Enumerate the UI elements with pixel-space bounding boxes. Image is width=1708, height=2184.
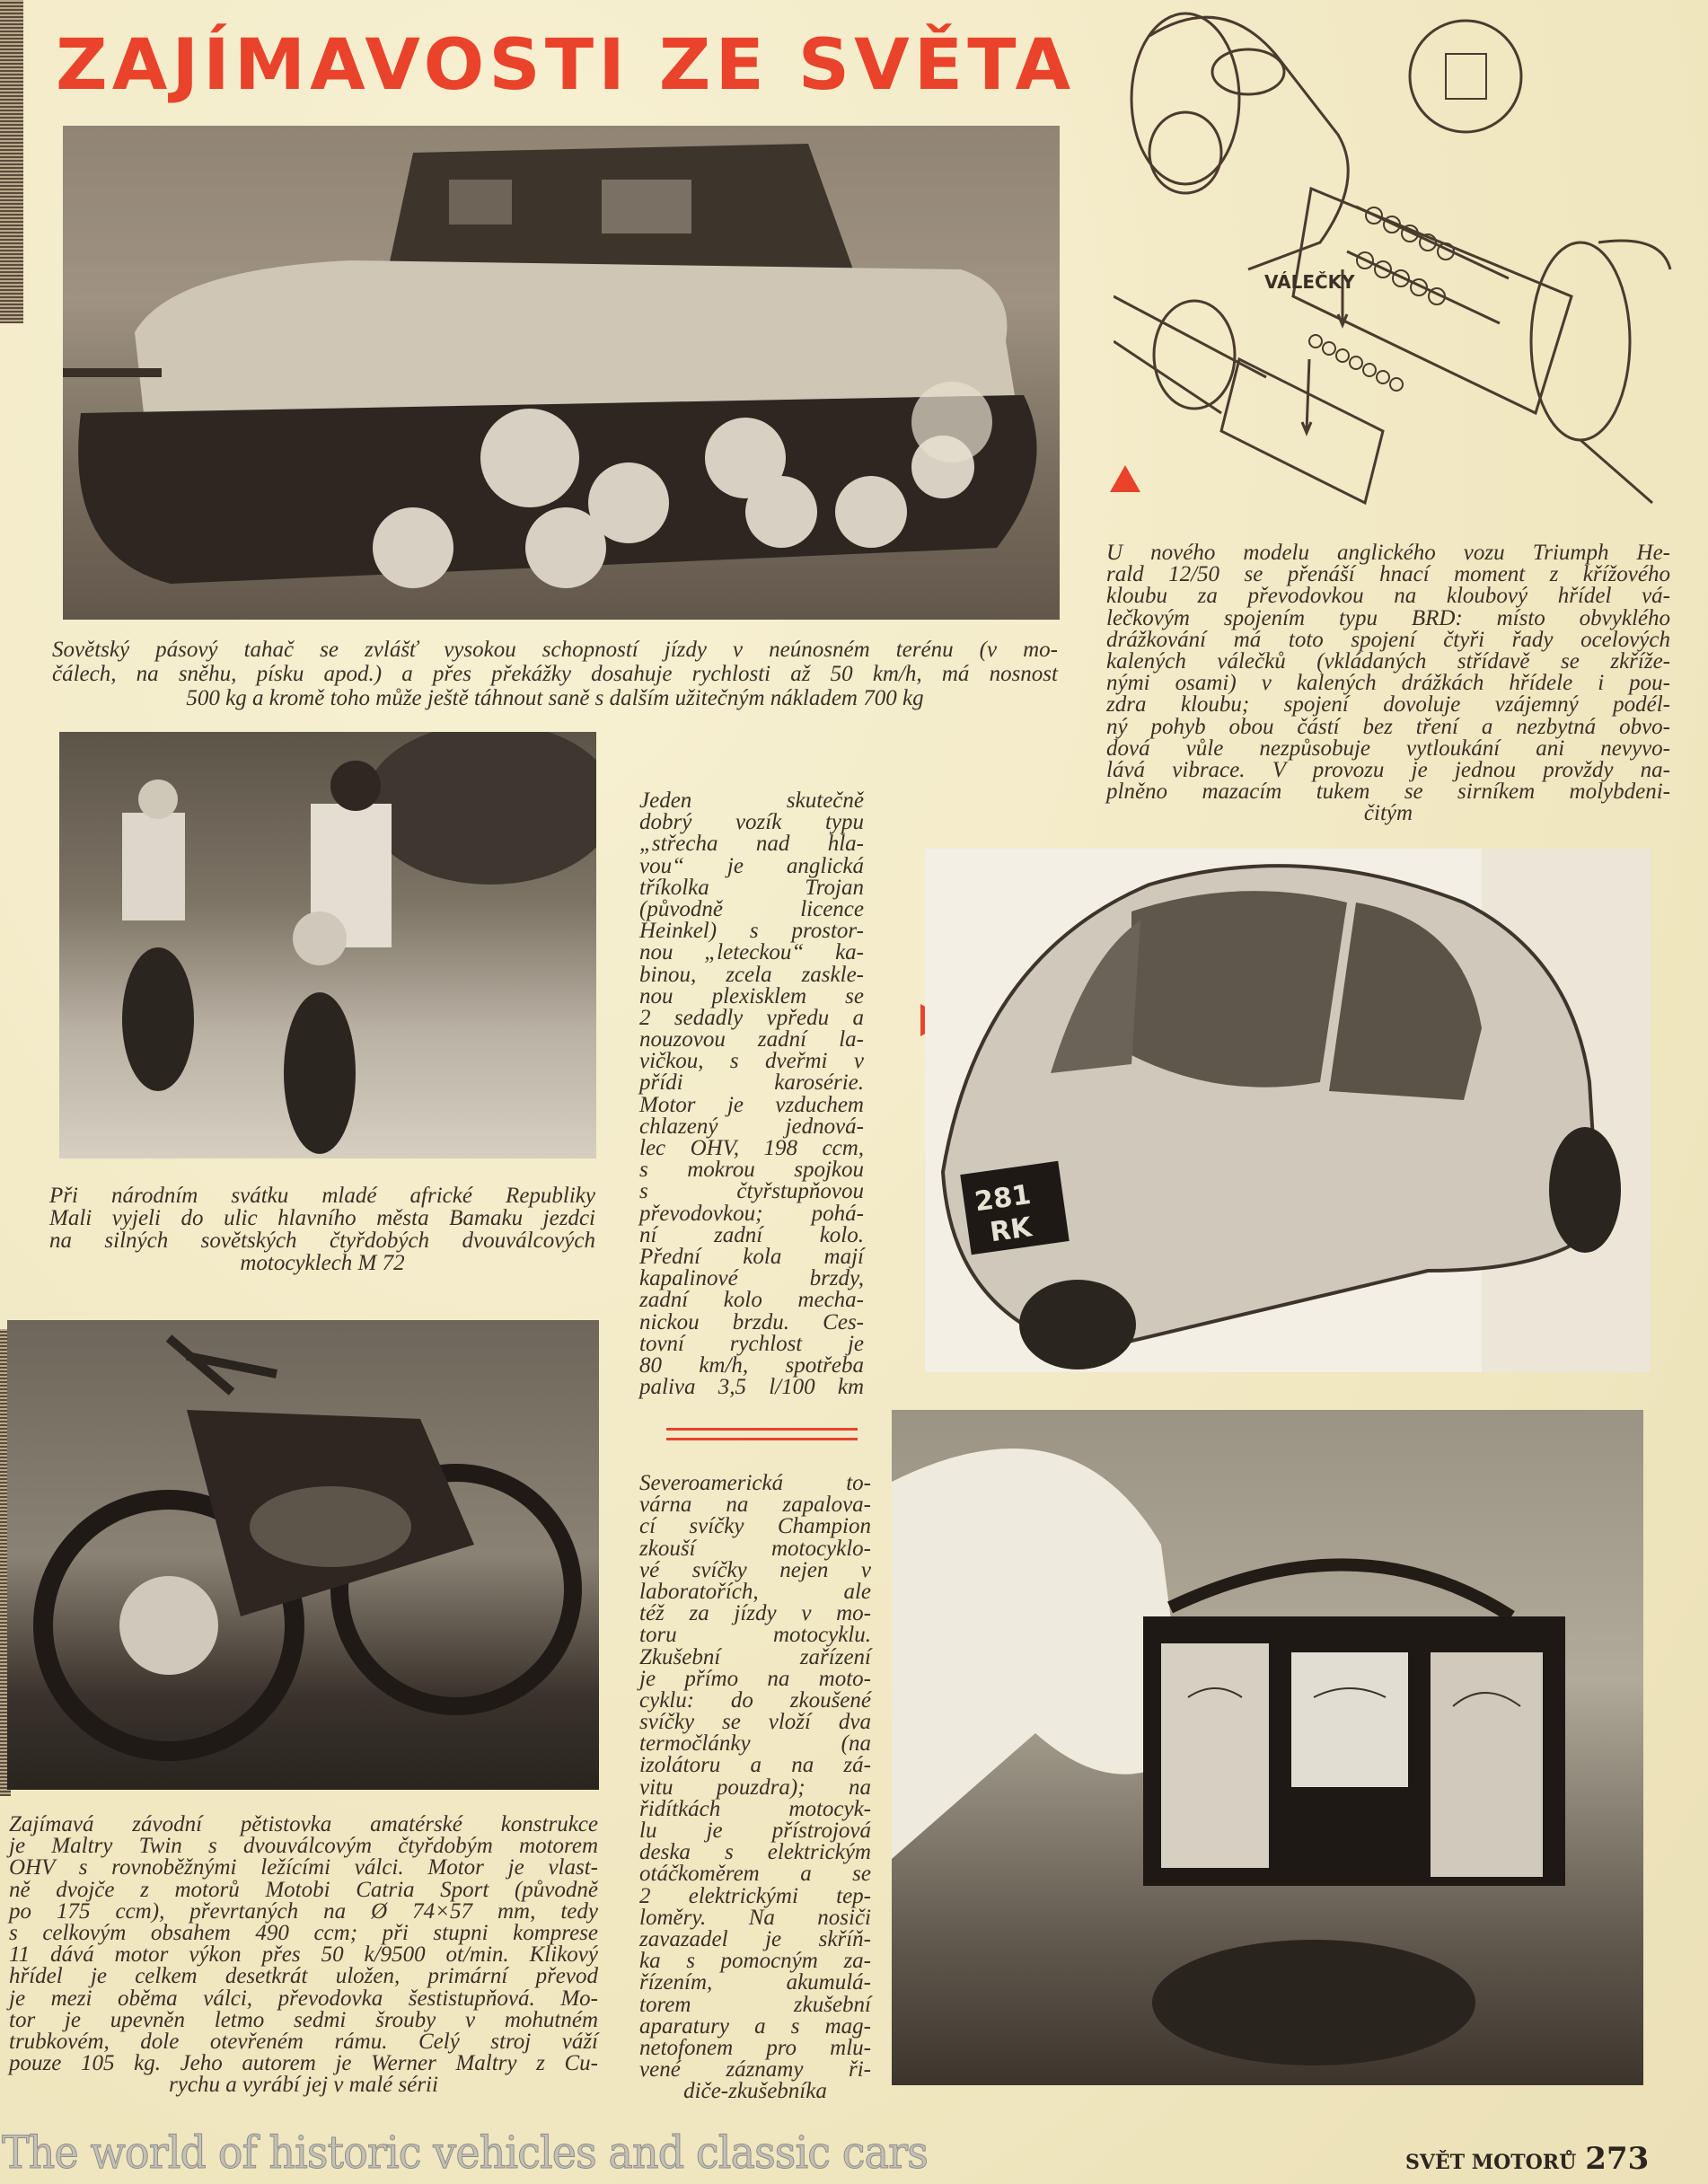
text-line: „střecha nad hla-: [639, 832, 864, 857]
magazine-name: SVĚT MOTORŮ: [1405, 2151, 1577, 2174]
text-line: zdra kloubu; spojení dovoluje vzájemný podél-: [1106, 692, 1670, 718]
text-line: čitým: [1363, 801, 1413, 826]
text-line: lec OHV, 198 ccm,: [639, 1136, 864, 1160]
section-divider: [666, 1438, 858, 1440]
text-line: 2 elektrickými tep-: [639, 1883, 871, 1908]
text-line: chlazený jednová-: [639, 1114, 864, 1139]
text-line: řízením, akumulá-: [639, 1970, 871, 1995]
text-line: ný pohyb obou částí bez tření a nezbytná obvo-: [1106, 714, 1670, 739]
mali-caption: [49, 1184, 595, 1273]
text-line: hřídel je celkem desetkrát uložen, primární převod: [9, 1964, 598, 1989]
tank-photo: [63, 126, 1060, 620]
text-line: diče-zkušebníka: [683, 2079, 827, 2104]
text-line: 2 sedadly vpředu a: [639, 1005, 864, 1030]
text-line: kapalinové brzdy,: [639, 1266, 864, 1291]
text-line: rychu a vyrábí jej v malé sérii: [169, 2073, 438, 2098]
text-line: OHV s rovnoběžnými ležícími válci. Motor je vlast-: [9, 1855, 598, 1880]
maltry-twin-photo: [7, 1320, 599, 1790]
text-line: nou „leteckou“ ka-: [639, 940, 864, 965]
text-line: tříkolka Trojan: [639, 875, 864, 900]
page-footer: [1405, 2141, 1649, 2177]
section-divider: [666, 1428, 858, 1431]
diagram-label: VÁLEČKY: [1264, 271, 1355, 293]
text-line: ka s pomocným za-: [639, 1949, 871, 1974]
text-line: loměry. Na nosiči: [639, 1905, 871, 1930]
text-line: Motor je vzduchem: [639, 1092, 864, 1117]
text-line: kalených válečků (vkládaných střídavě se zkříže-: [1106, 648, 1670, 674]
text-line: zavazadel je skříň-: [639, 1926, 871, 1951]
caption-line: čálech, na sněhu, písku apod.) a přes překážky dosahuje rychlosti až 50 km/h, má nosnost: [52, 662, 1058, 686]
text-line: je mezi oběma válci, převodovka šestistupňová. Mo-: [9, 1986, 598, 2011]
text-line: s čtyřstupňovou: [639, 1179, 864, 1204]
text-line: izolátoru a na zá-: [639, 1753, 871, 1778]
text-line: toru motocyklu.: [639, 1623, 871, 1648]
text-line: Jeden skutečně: [639, 788, 864, 813]
license-plate: [973, 1179, 1037, 1251]
text-line: rald 12/50 se přenáší hnací moment z křížového: [1106, 562, 1670, 587]
text-line: lu je přístrojová: [639, 1819, 871, 1843]
text-line: též za jízdy v mo-: [639, 1601, 871, 1626]
text-line: pouze 105 kg. Jeho autorem je Werner Maltry z Cu-: [9, 2051, 598, 2076]
text-line: zkouší motocyklo-: [639, 1536, 871, 1561]
text-line: vou“ je anglická: [639, 853, 864, 878]
text-line: lává vibrace. V provozu je jednou provždy na-: [1106, 757, 1670, 782]
text-line: s mokrou spojkou: [639, 1158, 864, 1183]
text-line: cyklu: do zkoušené: [639, 1687, 871, 1713]
text-line: otáčkoměrem a se: [639, 1862, 871, 1887]
text-line: nouzovou zadní la-: [639, 1027, 864, 1052]
caption-line: na silných sovětských čtyřdobých dvouválcových: [49, 1228, 595, 1253]
roller-joint-diagram: [1114, 0, 1688, 521]
text-line: vičkou, s dveřmi v: [639, 1049, 864, 1074]
text-line: tovní rychlost je: [639, 1331, 864, 1356]
text-line: vé svíčky nejen v: [639, 1557, 871, 1582]
text-line: U nového modelu anglického vozu Triumph He-: [1106, 541, 1670, 565]
text-line: Přední kola mají: [639, 1244, 864, 1269]
caption-line: Sovětský pásový tahač se zvlášť vysokou schopností jízdy v neúnosném terénu (v mo-: [52, 638, 1058, 662]
trojan-text: [639, 790, 864, 1398]
text-line: trubkovém, dole otevřeném rámu. Celý stroj váží: [9, 2029, 598, 2054]
text-line: dová vůle nezpůsobuje vytloukání ani nevyvo-: [1106, 735, 1670, 761]
text-line: Zkušební zařízení: [639, 1644, 871, 1669]
text-line: Severoamerická to-: [639, 1471, 871, 1495]
text-line: řidítkách motocyk-: [639, 1796, 871, 1821]
champion-text: [639, 1473, 871, 2102]
caption-line: Při národním svátku mladé africké Republiky: [49, 1184, 595, 1208]
spark-plug-test-instruments-photo: [892, 1410, 1643, 2085]
page-number: 273: [1585, 2141, 1650, 2177]
text-line: (původně licence: [639, 896, 864, 921]
triangle-marker-icon: [1110, 465, 1140, 492]
trojan-car-photo: [925, 849, 1651, 1372]
text-line: ní zadní kolo.: [639, 1222, 864, 1247]
text-line: paliva 3,5 l/100 km: [639, 1375, 864, 1400]
text-line: nými osami) v kalených drážkách hřídele i pou-: [1106, 671, 1670, 696]
text-line: dobrý vozík typu: [639, 810, 864, 835]
footer-watermark: The world of historic vehicles and classic cars: [2, 2127, 928, 2179]
caption-line: motocyklech M 72: [240, 1251, 405, 1275]
text-line: po 175 ccm), převrtaných na Ø 74×57 mm, tedy: [9, 1898, 598, 1924]
text-line: je Maltry Twin s dvouválcovým čtyřdobým motorem: [9, 1834, 598, 1859]
page-title: ZAJÍMAVOSTI ZE SVĚTA: [56, 25, 1076, 106]
text-line: lečkovým spojením typu BRD: místo obvyklého: [1106, 605, 1670, 630]
text-line: vitu pouzdra); na: [639, 1774, 871, 1800]
text-line: Heinkel) s prostor-: [639, 919, 864, 944]
text-line: je přímo na moto-: [639, 1666, 871, 1691]
text-line: termočlánky (na: [639, 1731, 871, 1757]
text-line: 11 dává motor výkon přes 50 k/9500 ot/min. Klikový: [9, 1942, 598, 1968]
text-line: aparatury a s mag-: [639, 2013, 871, 2039]
text-line: tor je upevněn letmo sedmi šrouby v mohutném: [9, 2007, 598, 2032]
plate-line: RK: [988, 1211, 1034, 1249]
text-line: binou, zcela zaskle-: [639, 962, 864, 987]
text-line: nickou brzdu. Ces-: [639, 1309, 864, 1334]
maltry-text: [9, 1814, 598, 2096]
triumph-text: [1106, 542, 1670, 824]
tank-caption: [52, 638, 1058, 710]
text-line: kloubu za převodovkou na kloubový hřídel vá-: [1106, 584, 1670, 609]
text-line: zadní kolo mecha-: [639, 1288, 864, 1313]
text-line: torem zkušební: [639, 1992, 871, 2017]
text-line: ně dvojče z motorů Motobi Catria Sport (původně: [9, 1877, 598, 1902]
text-line: drážkování má toto spojení čtyři řady ocelových: [1106, 627, 1670, 652]
binding-edge: [0, 0, 23, 323]
text-line: netofonem pro mlu-: [639, 2035, 871, 2060]
text-line: 80 km/h, spotřeba: [639, 1352, 864, 1378]
text-line: s celkovým obsahem 490 ccm; při stupni komprese: [9, 1920, 598, 1945]
text-line: laboratořích, ale: [639, 1579, 871, 1604]
text-line: vené záznamy ři-: [639, 2057, 871, 2083]
text-line: převodovkou; pohá-: [639, 1201, 864, 1226]
text-line: plněno mazacím tukem se sirníkem molybdeni-: [1106, 779, 1670, 805]
plate-line: 281: [973, 1178, 1034, 1219]
caption-line: Mali vyjeli do ulic hlavního města Bamaku jezdci: [49, 1206, 595, 1230]
text-line: Zajímavá závodní pětistovka amatérské konstrukce: [9, 1812, 598, 1836]
text-line: várna na zapalova-: [639, 1493, 871, 1518]
text-line: přídi karosérie.: [639, 1070, 864, 1096]
text-line: nou plexisklem se: [639, 983, 864, 1008]
text-line: cí svíčky Champion: [639, 1514, 871, 1539]
mali-motorcycles-photo: [59, 732, 596, 1158]
text-line: svíčky se vloží dva: [639, 1710, 871, 1735]
text-line: deska s elektrickým: [639, 1840, 871, 1865]
caption-line: 500 kg a kromě toho může ještě táhnout saně s dalším užitečným nákladem 700 kg: [186, 686, 924, 710]
